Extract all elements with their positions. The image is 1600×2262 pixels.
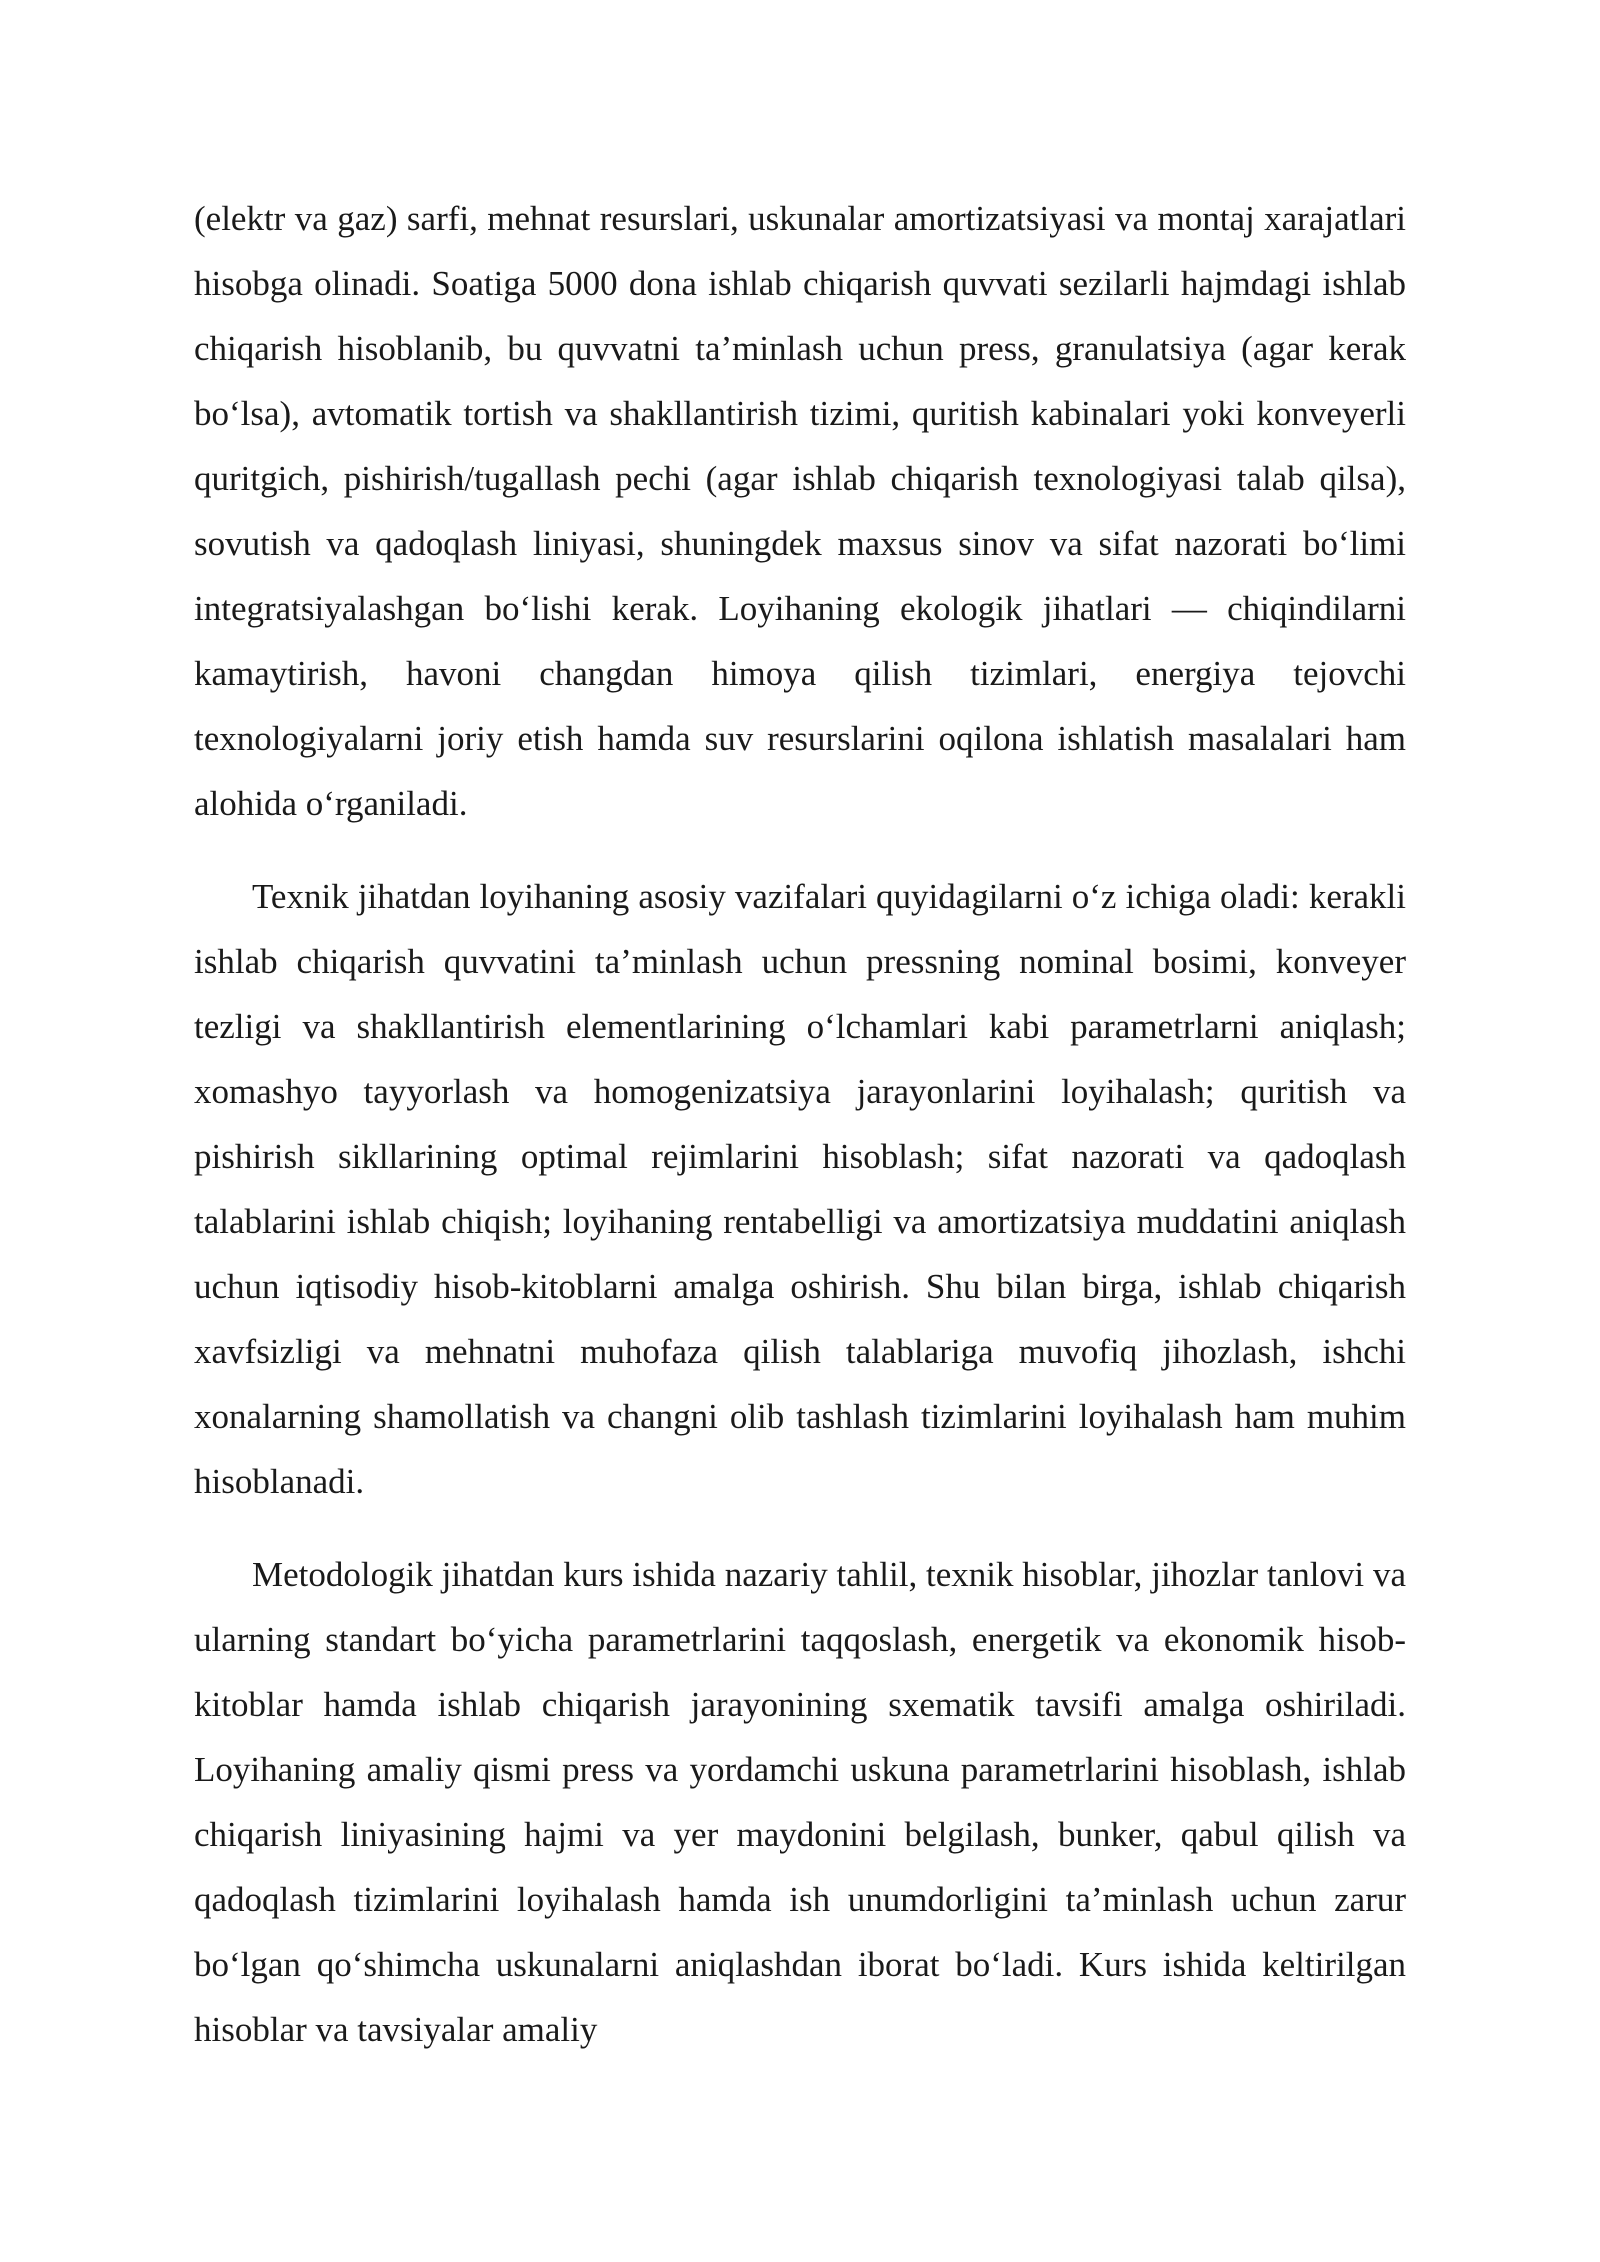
paragraph-methodology: Metodologik jihatdan kurs ishida nazariy tahlil, texnik hisoblar, jihozlar tanlovi va ularning standart bo‘yicha parametrlarini taqqoslash, energetik va ekonomik hisob-kitoblar hamda ishlab chiqarish jarayonining sxematik tavsifi amalga oshiriladi. Loyihaning amaliy qismi press va yordamchi uskuna parametrlarini hisoblash, ishlab chiqarish liniyasining hajmi va yer maydonini belgilash, bunker, qabul qilish va qadoqlash tizimlarini loyihalash hamda ish unumdorligini ta’minlash uchun zarur bo‘lgan qo‘shimcha uskunalarni aniqlashdan iborat bo‘ladi. Kurs ishida keltirilgan hisoblar va tavsiyalar amaliy bbox=[194, 1555, 1406, 2049]
document-body bbox=[194, 186, 1406, 2062]
paragraph-technical-tasks: Texnik jihatdan loyihaning asosiy vazifalari quyidagilarni o‘z ichiga oladi: kerakli ishlab chiqarish quvvatini ta’minlash uchun pressning nominal bosimi, konveyer tezligi va shakllantirish elementlarining o‘lchamlari kabi parametrlarni aniqlash; xomashyo tayyorlash va homogenizatsiya jarayonlarini loyihalash; quritish va pishirish sikllarining optimal rejimlarini hisoblash; sifat nazorati va qadoqlash talablarini ishlab chiqish; loyihaning rentabelligi va amortizatsiya muddatini aniqlash uchun iqtisodiy hisob-kitoblarni amalga oshirish. Shu bilan birga, ishlab chiqarish xavfsizligi va mehnatni muhofaza qilish talablariga muvofiq jihozlash, ishchi xonalarning shamollatish va changni olib tashlash tizimlarini loyihalash ham muhim hisoblanadi. bbox=[194, 877, 1406, 1501]
paragraph-continuation: (elektr va gaz) sarfi, mehnat resurslari, uskunalar amortizatsiyasi va montaj xarajatlari hisobga olinadi. Soatiga 5000 dona ishlab chiqarish quvvati sezilarli hajmdagi ishlab chiqarish hisoblanib, bu quvvatni ta’minlash uchun press, granulatsiya (agar kerak bo‘lsa), avtomatik tortish va shakllantirish tizimi, quritish kabinalari yoki konveyerli quritgich, pishirish/tugallash pechi (agar ishlab chiqarish texnologiyasi talab qilsa), sovutish va qadoqlash liniyasi, shuningdek maxsus sinov va sifat nazorati bo‘limi integratsiyalashgan bo‘lishi kerak. Loyihaning ekologik jihatlari — chiqindilarni kamaytirish, havoni changdan himoya qilish tizimlari, energiya tejovchi texnologiyalarni joriy etish hamda suv resurslarini oqilona ishlatish masalalari ham alohida o‘rganiladi. bbox=[194, 199, 1406, 823]
